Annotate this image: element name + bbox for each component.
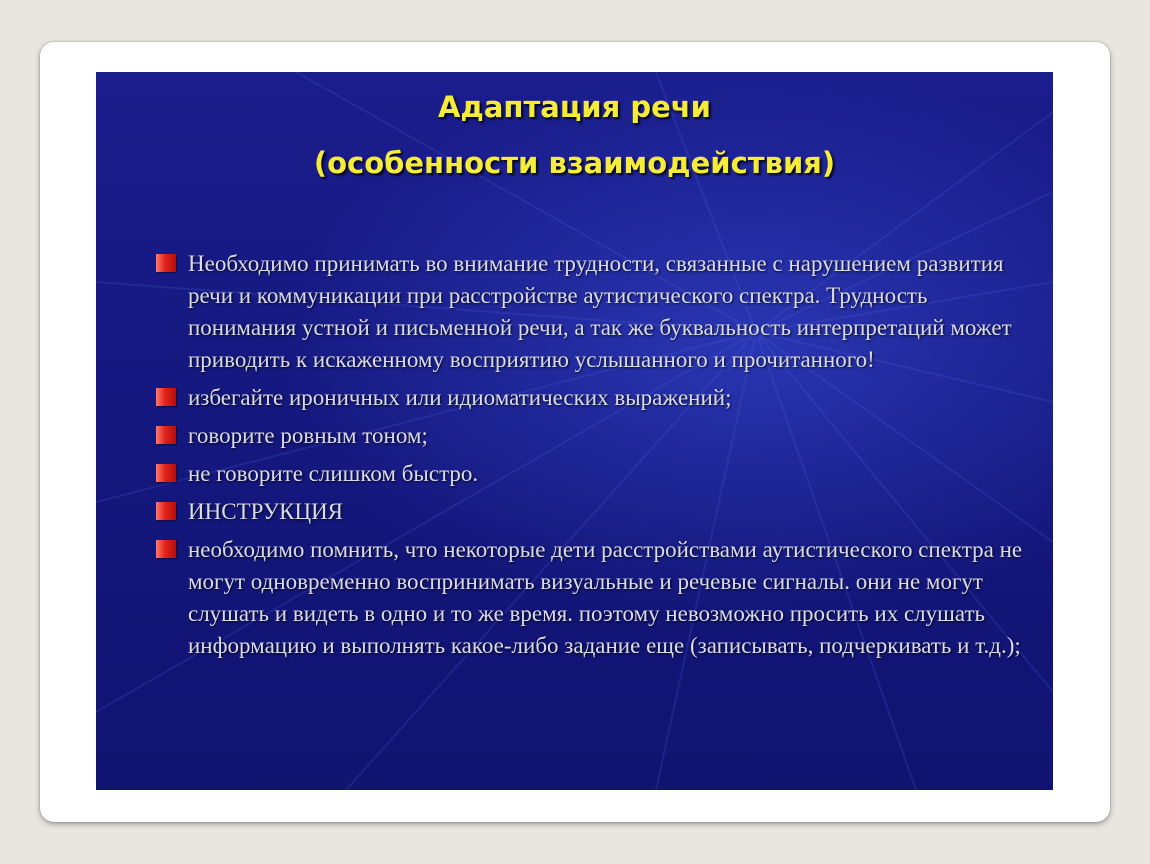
bullet-item [156, 534, 1026, 662]
red-square-bullet-icon [156, 464, 176, 482]
bullet-item [156, 382, 1026, 414]
bullet-text: ИНСТРУКЦИЯ [188, 499, 344, 524]
red-square-bullet-icon [156, 540, 176, 558]
bullet-item [156, 496, 1026, 528]
bullet-text: говорите ровным тоном; [188, 423, 428, 448]
bullet-text: Необходимо принимать во внимание трудности, связанные с нарушением развития речи и коммуникации при расстройстве аутистического спектра. Трудность понимания устной и письменной речи, а так же буквальность интерпретаций может приводить к искаженному восприятию услышанного и прочитанного! [188, 251, 1012, 372]
bullet-text: не говорите слишком быстро. [188, 461, 479, 486]
red-square-bullet-icon [156, 254, 176, 272]
bullet-text: избегайте ироничных или идиоматических выражений; [188, 385, 732, 410]
red-square-bullet-icon [156, 388, 176, 406]
bullet-item [156, 420, 1026, 452]
slide-title: Адаптация речи [437, 90, 712, 124]
bullet-item [156, 458, 1026, 490]
slide-subtitle: (особенности взаимодействия) [313, 146, 836, 180]
bullet-text: необходимо помнить, что некоторые дети расстройствами аутистического спектра не могут одновременно воспринимать визуальные и речевые сигналы. они не могут слушать и видеть в одно и то же время. поэтому невозможно просить их слушать информацию и выполнять какое-либо задание еще (записывать, подчеркивать и т.д.); [188, 537, 1023, 658]
bullet-list [156, 248, 1026, 668]
red-square-bullet-icon [156, 426, 176, 444]
red-square-bullet-icon [156, 502, 176, 520]
bullet-item [156, 248, 1026, 376]
slide [96, 72, 1053, 790]
